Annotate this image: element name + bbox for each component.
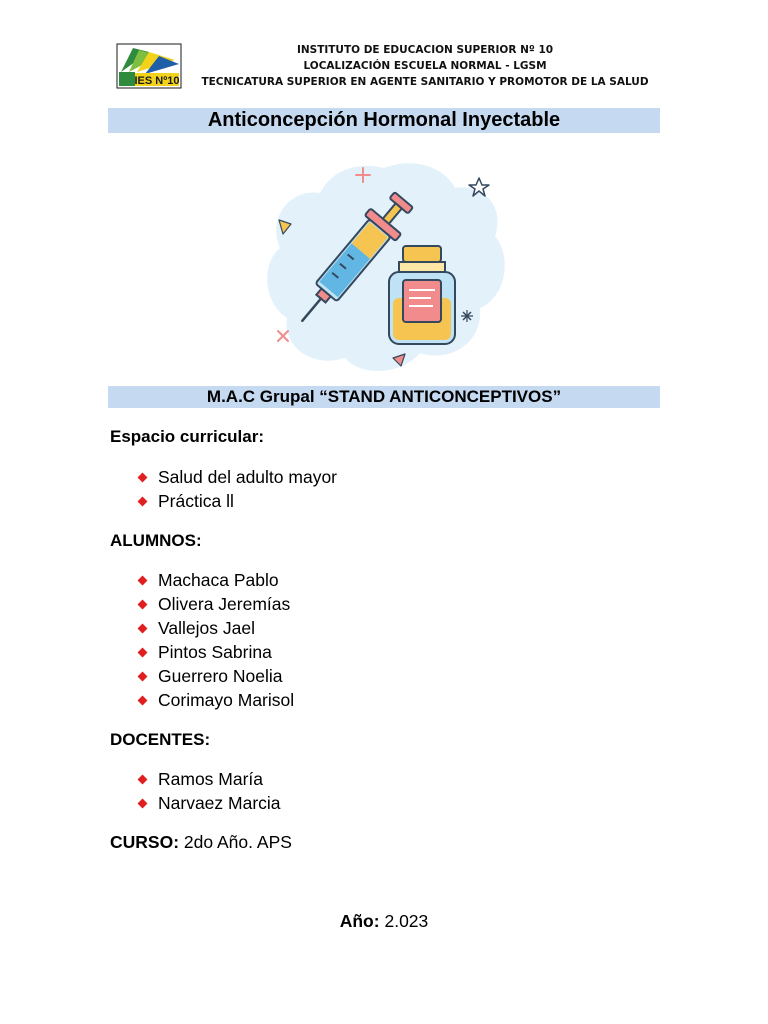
list-item-label: Machaca Pablo: [158, 570, 279, 590]
bullet-diamond-icon: [138, 647, 148, 657]
list-item: [137, 616, 294, 640]
docentes-list: [137, 767, 281, 815]
list-item-label: Olivera Jeremías: [158, 594, 291, 614]
curso-value: 2do Año. APS: [183, 832, 292, 852]
syringe-and-vial-icon: [255, 148, 513, 378]
curricular-label: Espacio curricular:: [110, 427, 265, 446]
alumnos-list: [137, 568, 294, 712]
list-item-label: Ramos María: [158, 769, 264, 789]
list-item: [137, 592, 294, 616]
institution-header: [190, 42, 660, 90]
list-item-label: Corimayo Marisol: [158, 690, 295, 710]
curso-label: CURSO:: [110, 832, 180, 852]
bullet-diamond-icon: [138, 623, 148, 633]
list-item-label: Salud del adulto mayor: [158, 467, 337, 487]
year-value: 2.023: [384, 911, 429, 931]
bullet-diamond-icon: [138, 774, 148, 784]
alumnos-label: ALUMNOS:: [110, 531, 202, 550]
curso-line: [110, 832, 292, 853]
bullet-diamond-icon: [138, 695, 148, 705]
logo-text: IES Nº10: [134, 75, 180, 87]
bullet-diamond-icon: [138, 575, 148, 585]
header-line-3: TECNICATURA SUPERIOR EN AGENTE SANITARIO Y PROMOTOR DE LA SALUD: [201, 76, 649, 88]
list-item-label: Vallejos Jael: [158, 618, 255, 638]
list-item-label: Guerrero Noelia: [158, 666, 283, 686]
bullet-diamond-icon: [138, 599, 148, 609]
header-line-2: LOCALIZACIÓN ESCUELA NORMAL - LGSM: [303, 60, 547, 72]
bullet-diamond-icon: [138, 798, 148, 808]
header-line-1: INSTITUTO DE EDUCACION SUPERIOR Nº 10: [296, 44, 554, 56]
bullet-diamond-icon: [138, 671, 148, 681]
list-item: [137, 489, 337, 513]
docentes-label: DOCENTES:: [110, 730, 211, 749]
year-line: [0, 911, 768, 932]
list-item: [137, 640, 294, 664]
bullet-diamond-icon: [138, 496, 148, 506]
list-item: [137, 767, 281, 791]
list-item-label: Narvaez Marcia: [158, 793, 281, 813]
list-item: [137, 688, 294, 712]
document-title: Anticoncepción Hormonal Inyectable: [108, 108, 660, 133]
year-label: Año:: [339, 911, 380, 931]
list-item: [137, 791, 281, 815]
activity-subtitle: M.A.C Grupal “STAND ANTICONCEPTIVOS”: [108, 386, 660, 408]
list-item-label: Práctica ll: [158, 491, 234, 511]
list-item: [137, 465, 337, 489]
institute-logo: [115, 42, 183, 90]
list-item: [137, 664, 294, 688]
list-item-label: Pintos Sabrina: [158, 642, 272, 662]
bullet-diamond-icon: [138, 472, 148, 482]
list-item: [137, 568, 294, 592]
curricular-list: [137, 465, 337, 513]
